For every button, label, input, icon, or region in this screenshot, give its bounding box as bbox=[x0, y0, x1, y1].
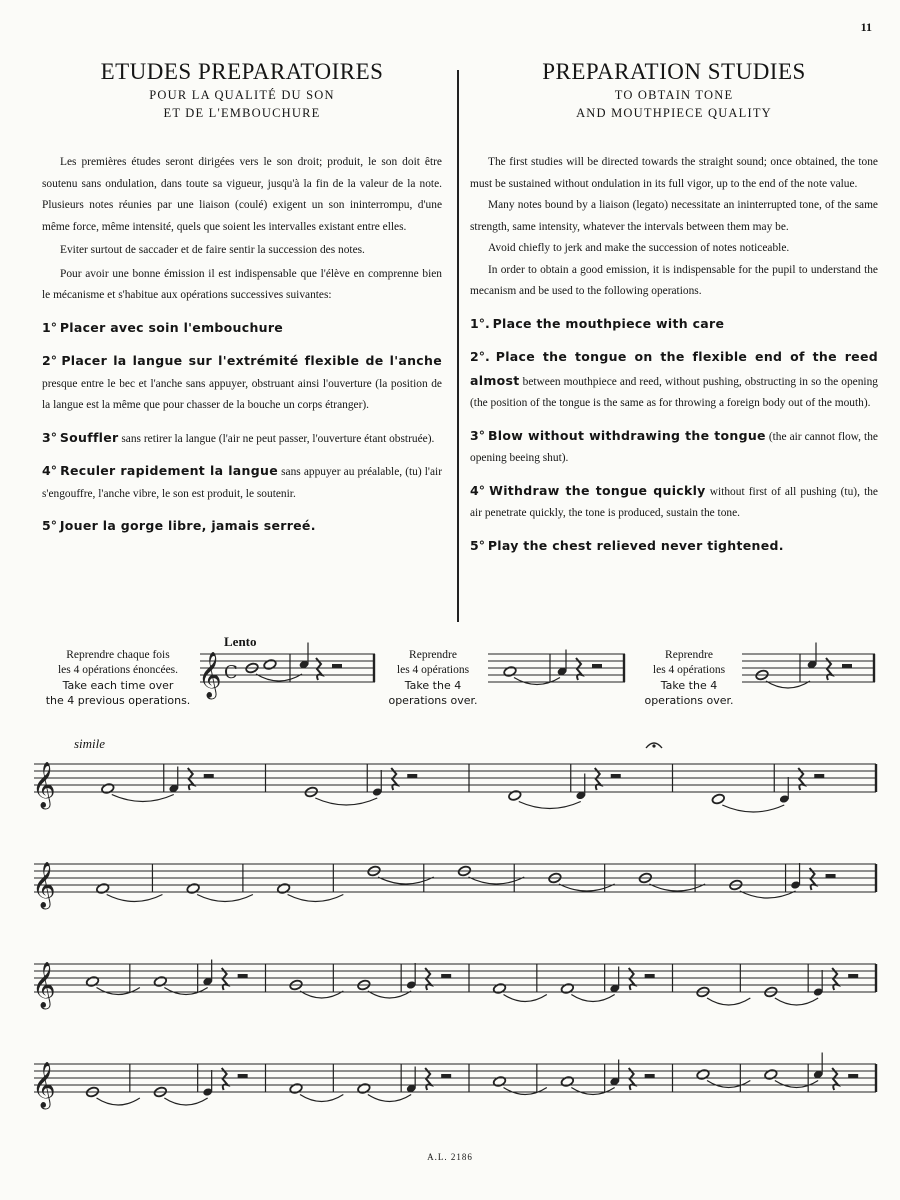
english-operation-1: 1°. Place the mouthpiece with care bbox=[470, 315, 725, 331]
half-rest bbox=[645, 974, 655, 978]
slur bbox=[315, 798, 377, 805]
slur bbox=[571, 1088, 614, 1095]
half-rest bbox=[814, 774, 824, 778]
french-subtitle-2: ET DE L'EMBOUCHURE bbox=[163, 106, 321, 120]
whole-note bbox=[493, 1076, 507, 1088]
french-operation-2: 2° Placer la langue sur l'extrémité flexible de l'anche presque entre le bec et l'anche sans appuyer, obstruant ainsi l'ouverture (la position de la langue est la même que pour chasser de la bouche un corps étranger). bbox=[42, 353, 442, 411]
whole-note bbox=[764, 1069, 778, 1081]
slur bbox=[112, 795, 174, 802]
half-rest bbox=[848, 974, 858, 978]
half-rest bbox=[592, 664, 602, 668]
slur bbox=[197, 895, 253, 902]
slur bbox=[514, 678, 560, 685]
slur bbox=[97, 1098, 140, 1105]
whole-note bbox=[289, 1083, 303, 1095]
whole-note bbox=[560, 983, 574, 995]
slur bbox=[164, 988, 207, 995]
french-paragraph-1: Les premières études seront dirigées vers le son droit; produit, le son doit être soutenu sans ondulation, dans toute sa vigueur, jusqu'à la fin de la valeur de la note. Plusieurs notes réunies par une liaison (coulé) exigent un son ininterrompu, d'une même force, même intensité, quels que soient les intervalles existant entre elles. bbox=[42, 156, 442, 233]
whole-note bbox=[96, 883, 110, 895]
english-operation-2: 2°. Place the tongue on the flexible end of the reed almost between mouthpiece and reed, without pushing, obstructing in so the opening (the position of the tongue is the same as for throwing a foreign body out of the mouth). bbox=[470, 349, 878, 409]
treble-clef-icon: 𝄞 bbox=[32, 962, 56, 1008]
french-operation-5: 5° Jouer la gorge libre, jamais serreé. bbox=[42, 518, 316, 533]
whole-note bbox=[101, 783, 115, 795]
half-rest bbox=[332, 664, 342, 668]
whole-note bbox=[186, 883, 200, 895]
half-rest bbox=[826, 874, 836, 878]
french-operation-3: 3° Souffler sans retirer la langue (l'air ne peut passer, l'ouverture étant obstruée). bbox=[42, 429, 435, 445]
treble-clef-icon: 𝄞 bbox=[32, 862, 56, 908]
english-subtitle-1: TO OBTAIN TONE bbox=[614, 88, 734, 102]
whole-note bbox=[493, 983, 507, 995]
whole-note bbox=[153, 976, 167, 988]
half-rest bbox=[611, 774, 621, 778]
english-paragraph-4: In order to obtain a good emission, it is indispensable for the pupil to understand the mecanism and be used to the following operations. bbox=[470, 263, 878, 297]
half-rest bbox=[441, 974, 451, 978]
plate-number: A.L. 2186 bbox=[427, 1152, 473, 1162]
treble-clef-icon: 𝄞 bbox=[32, 762, 56, 808]
english-operation-5: 5° Play the chest relieved never tightened. bbox=[470, 537, 784, 553]
instruction-note-2: Reprendre les 4 opérations Take the 4 operations over. bbox=[388, 649, 478, 707]
whole-note bbox=[560, 1076, 574, 1088]
whole-note bbox=[503, 666, 517, 678]
english-operation-4: 4° Withdraw the tongue quickly without first of all pushing (tu), the air penetrate quickly, the tone is produced, sustain the tone. bbox=[470, 482, 878, 519]
slur bbox=[571, 995, 614, 1002]
whole-note bbox=[277, 883, 291, 895]
treble-clef-icon: 𝄞 bbox=[32, 1062, 56, 1108]
half-rest bbox=[848, 1074, 858, 1078]
english-paragraph-2: Many notes bound by a liaison (legato) necessitate an ininterrupted tone, of the same strength, same intensity, whatever the intervals between them may be. bbox=[470, 199, 878, 233]
english-operation-3: 3° Blow without withdrawing the tongue (the air cannot flow, the opening beeing shut). bbox=[470, 427, 878, 464]
english-title: PREPARATION STUDIES bbox=[542, 59, 806, 84]
half-rest bbox=[238, 1074, 248, 1078]
english-paragraph-3: Avoid chiefly to jerk and make the succession of notes noticeable. bbox=[488, 242, 790, 254]
slur bbox=[107, 895, 163, 902]
french-operation-1: 1° Placer avec soin l'embouchure bbox=[42, 319, 284, 335]
slur bbox=[368, 1095, 411, 1102]
half-rest bbox=[842, 664, 852, 668]
half-rest bbox=[441, 1074, 451, 1078]
french-title: ETUDES PREPARATOIRES bbox=[100, 59, 384, 84]
slur bbox=[300, 1095, 343, 1102]
whole-note bbox=[696, 1069, 710, 1081]
whole-note bbox=[263, 659, 277, 671]
french-paragraph-3: Pour avoir une bonne émission il est indispensable que l'élève en comprenne bien le mécanisme et s'habitue aux opérations successives suivantes: bbox=[42, 267, 442, 301]
whole-note bbox=[86, 976, 100, 988]
slur bbox=[164, 1098, 207, 1105]
slur bbox=[707, 998, 750, 1005]
slur bbox=[97, 988, 140, 995]
instruction-note-3: Reprendre les 4 opérations Take the 4 operations over. bbox=[644, 649, 734, 707]
french-subtitle-1: POUR LA QUALITÉ DU SON bbox=[149, 88, 335, 102]
slur bbox=[775, 1081, 818, 1088]
slur bbox=[504, 1088, 547, 1095]
slur bbox=[519, 802, 581, 809]
whole-note bbox=[357, 1083, 371, 1095]
treble-clef-icon: 𝄞 bbox=[198, 652, 222, 698]
slur bbox=[707, 1081, 750, 1088]
tempo-marking: Lento bbox=[224, 634, 257, 649]
half-rest bbox=[238, 974, 248, 978]
english-subtitle-2: AND MOUTHPIECE QUALITY bbox=[576, 106, 772, 120]
instruction-note-1: Reprendre chaque fois les 4 opérations énoncées. Take each time over the 4 previous operations. bbox=[45, 649, 191, 707]
half-rest bbox=[645, 1074, 655, 1078]
slur bbox=[504, 995, 547, 1002]
french-paragraph-2: Eviter surtout de saccader et de faire sentir la succession des notes. bbox=[60, 244, 365, 256]
slur bbox=[722, 805, 784, 812]
expression-marking: simile bbox=[74, 736, 106, 751]
half-rest bbox=[407, 774, 417, 778]
half-rest bbox=[204, 774, 214, 778]
slur bbox=[288, 895, 344, 902]
slur bbox=[775, 998, 818, 1005]
whole-note bbox=[711, 793, 725, 805]
french-operation-4: 4° Reculer rapidement la langue sans appuyer au préalable, (tu) l'air s'engouffre, l'anche vibre, le son est produit, le soutenir. bbox=[42, 463, 442, 500]
fermata-dot bbox=[652, 744, 655, 747]
whole-note bbox=[508, 790, 522, 802]
common-time-icon: C bbox=[224, 662, 238, 683]
english-paragraph-1: The first studies will be directed towards the straight sound; once obtained, the tone must be sustained without ondulation in its full vigor, up to the end of the note value. bbox=[470, 156, 878, 190]
page-number: 11 bbox=[860, 20, 872, 34]
